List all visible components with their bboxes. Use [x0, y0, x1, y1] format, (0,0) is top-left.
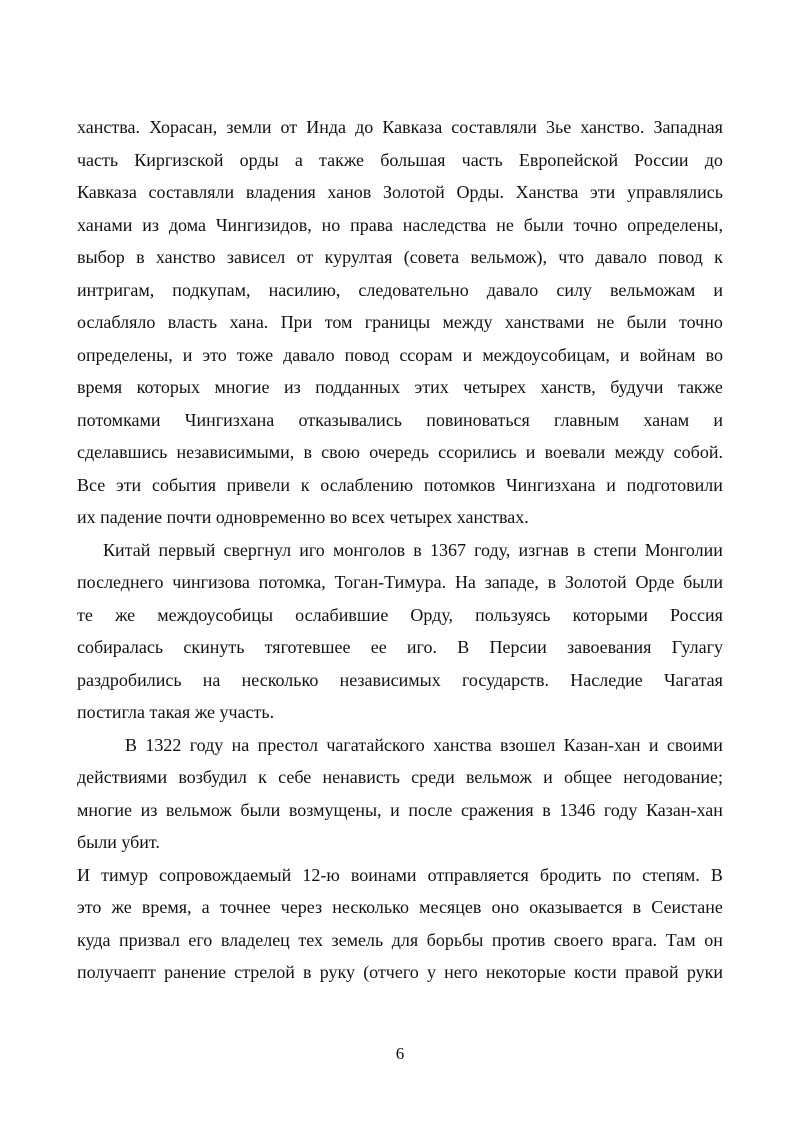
text-line: собиралась скинуть тяготевшее ее иго. В Персии завоевания Гулагу	[77, 637, 723, 657]
text-line: сделавшись независимыми, в свою очередь ссорились и воевали между собой.	[77, 442, 723, 462]
text-line: получаепт ранение стрелой в руку (отчего у него некоторые кости правой руки	[77, 962, 723, 982]
text-line: В 1322 году на престол чагатайского ханства взошел Казан-хан и своими	[125, 734, 723, 755]
text-line: Все эти события привели к ослаблению потомков Чингизхана и подготовили	[77, 474, 723, 495]
text-line: это же время, а точнее через несколько месяцев оно оказывается в Сеистане	[77, 897, 723, 917]
text-line: раздробились на несколько независимых государств. Наследие Чагатая	[77, 669, 723, 690]
text-line: их падение почти одновременно во всех четырех ханствах.	[77, 507, 529, 527]
text-line: Китай первый свергнул иго монголов в 1367 году, изгнав в степи Монголии	[103, 539, 723, 560]
page-number: 6	[395, 1044, 405, 1063]
text-line: постигла такая же участь.	[77, 702, 275, 722]
text-line: многие из вельмож были возмущены, и после сражения в 1346 году Казан-хан	[77, 799, 723, 820]
text-line: выбор в ханство зависел от курултая (совета вельмож), что давало повод к	[77, 247, 723, 267]
text-line: ханами из дома Чингизидов, но права наследства не были точно определены,	[77, 214, 723, 235]
text-line: действиями возбудил к себе ненависть среди вельмож и общее негодование;	[77, 767, 723, 787]
text-line: И тимур сопровождаемый 12-ю воинами отправляется бродить по степям. В	[77, 864, 723, 885]
text-line: время которых многие из подданных этих четырех ханств, будучи также	[77, 377, 723, 397]
text-line: те же междоусобицы ослабившие Орду, пользуясь которыми Россия	[77, 604, 723, 625]
text-line: куда призвал его владелец тех земель для борьбы против своего врага. Там он	[77, 929, 723, 950]
text-line: определены, и это тоже давало повод ссорам и междоусобицам, и войнам во	[77, 344, 723, 365]
text-line: ханства. Хорасан, земли от Инда до Кавказа составляли 3ье ханство. Западная	[77, 117, 723, 137]
text-line: последнего чингизова потомка, Тоган-Тимура. На западе, в Золотой Орде были	[77, 572, 723, 592]
text-line: потомками Чингизхана отказывались повиноваться главным ханам и	[77, 409, 723, 430]
text-line: Кавказа составляли владения ханов Золотой Орды. Ханства эти управлялись	[77, 182, 723, 202]
text-line: часть Киргизской орды а также большая часть Европейской России до	[77, 149, 723, 170]
text-line: ослабляло власть хана. При том границы между ханствами не были точно	[77, 312, 723, 332]
text-line: интригам, подкупам, насилию, следовательно давало силу вельможам и	[77, 279, 723, 300]
body-text	[77, 114, 723, 992]
text-line: были убит.	[77, 832, 160, 852]
